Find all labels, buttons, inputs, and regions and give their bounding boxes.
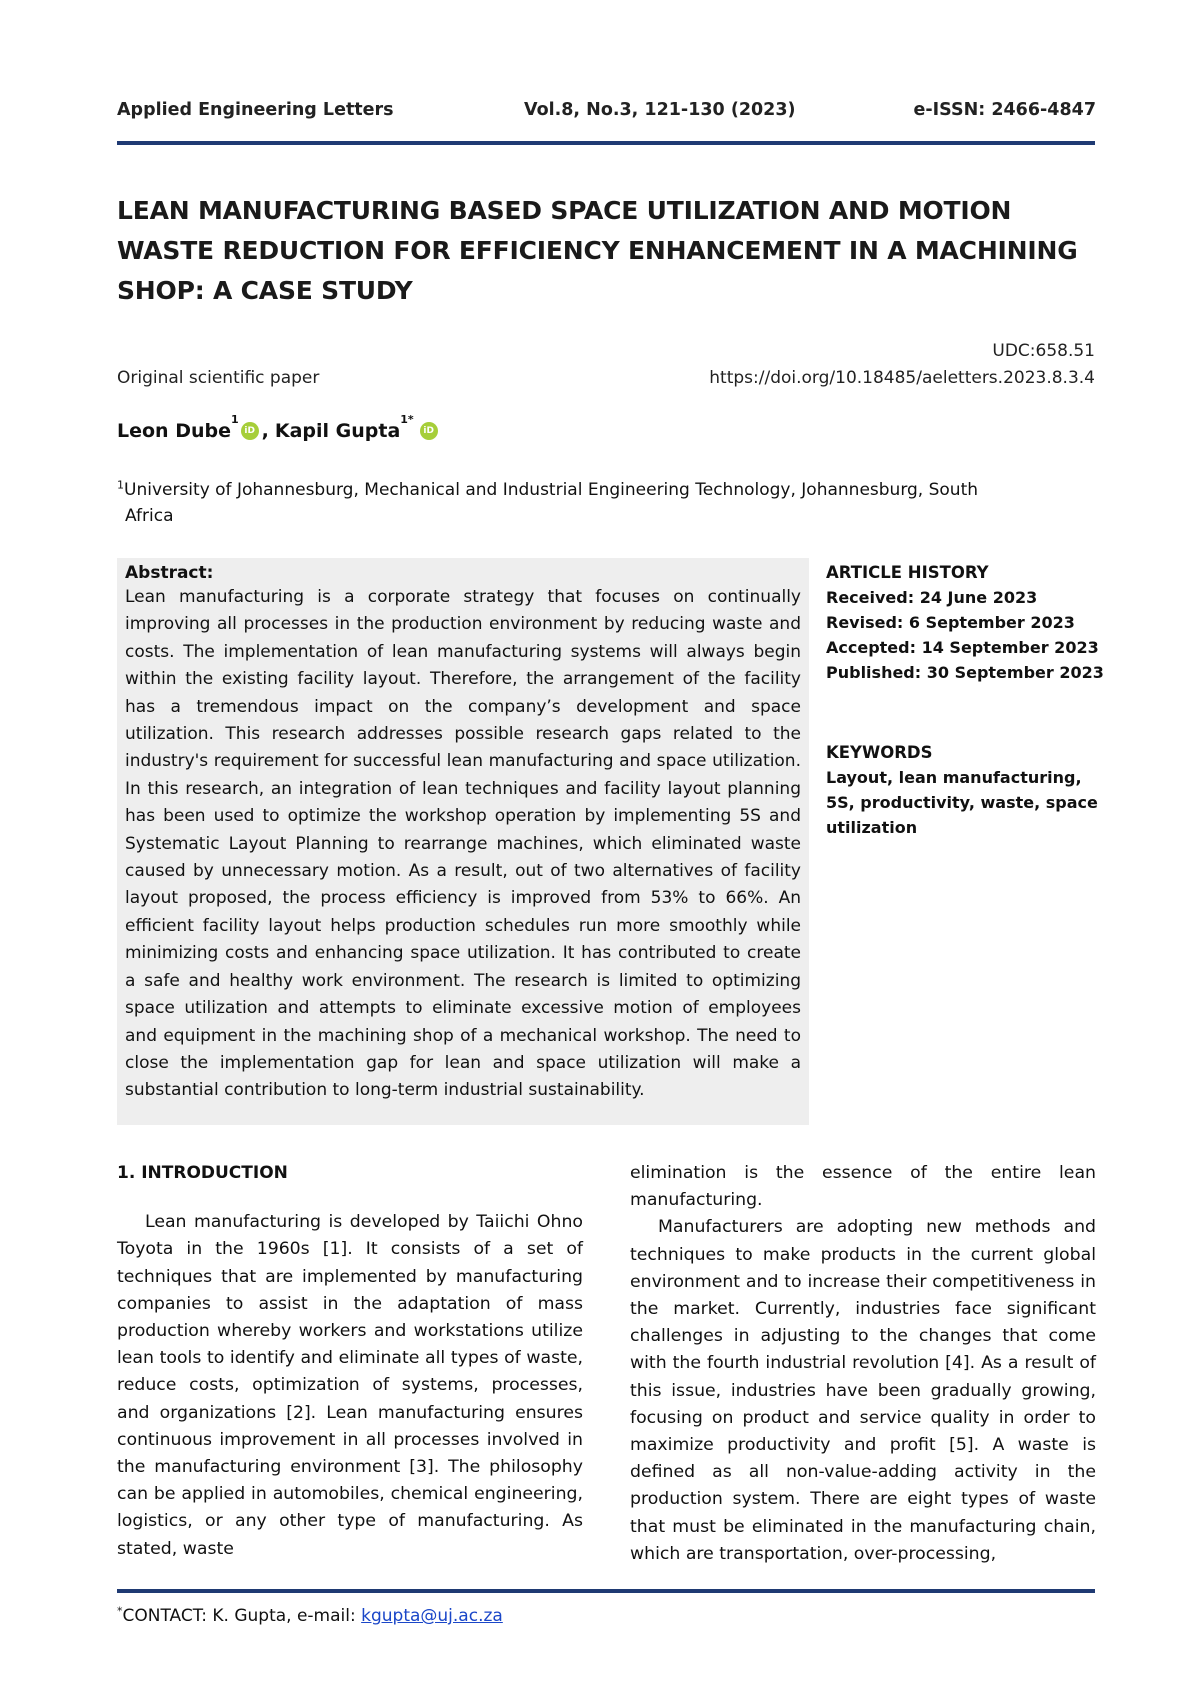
keywords-line: Layout, lean manufacturing, [826, 768, 1082, 787]
paper-title: LEAN MANUFACTURING BASED SPACE UTILIZATION AND MOTION WASTE REDUCTION FOR EFFICIENCY ENHANCEMENT IN A MACHINING SHOP: A CASE STUDY [117, 196, 1078, 305]
keywords-line: 5S, productivity, waste, space [826, 793, 1098, 812]
received-date: Received: 24 June 2023 [826, 588, 1038, 607]
footnote-mark: * [117, 1604, 123, 1618]
author-separator: , [261, 420, 269, 442]
volume-info: Vol.8, No.3, 121-130 (2023) [524, 100, 796, 120]
affiliation-mark: 1 [117, 478, 124, 492]
revised-date: Revised: 6 September 2023 [826, 613, 1075, 632]
paper-type: Original scientific paper [117, 368, 320, 388]
body-column-left [117, 1160, 583, 1563]
contact-footnote [117, 1606, 503, 1626]
author-name: Leon Dube [117, 420, 231, 442]
section-heading: 1. INTRODUCTION [117, 1163, 288, 1183]
keywords-heading: KEYWORDS [826, 743, 933, 762]
published-date: Published: 30 September 2023 [826, 663, 1104, 682]
contact-email-link[interactable]: kgupta@uj.ac.za [361, 1606, 503, 1626]
orcid-icon[interactable]: iD [241, 422, 259, 440]
doi-link[interactable]: https://doi.org/10.18485/aeletters.2023.8.3.4 [709, 368, 1095, 388]
article-history [826, 561, 1104, 685]
keywords-line: utilization [826, 818, 918, 837]
udc: UDC:658.51 [992, 341, 1095, 361]
keywords [826, 741, 1098, 840]
abstract-heading: Abstract: [125, 563, 214, 583]
affiliation [117, 477, 1077, 529]
accepted-date: Accepted: 14 September 2023 [826, 638, 1099, 657]
affiliation-line: University of Johannesburg, Mechanical and Industrial Engineering Technology, Johannesburg, South [124, 480, 979, 500]
abstract-text: Lean manufacturing is a corporate strategy that focuses on continually improving all processes in the production environment by reducing waste and costs. The implementation of lean manufacturing systems will always begin within the existing facility layout. Therefore, the arrangement of the facility has a tremendous impact on the company’s development and space utilization. This research addresses possible research gaps related to the industry's requirement for successful lean manufacturing and space utilization. In this research, an integration of lean techniques and facility layout planning has been used to optimize the workshop operation by implementing 5S and Systematic Layout Planning to rearrange machines, which eliminated waste caused by unnecessary motion. As a result, out of two alternatives of facility layout proposed, the process efficiency is improved from 53% to 66%. An efficient facility layout helps production schedules run more smoothly while minimizing costs and enhancing space utilization. It has contributed to create a safe and healthy work environment. The research is limited to optimizing space utilization and attempts to eliminate excessive motion of employees and equipment in the machining shop of a mechanical workshop. The need to close the implementation gap for lean and space utilization will make a substantial contribution to long-term industrial sustainability. [125, 587, 801, 1101]
footer-rule [117, 1589, 1095, 1593]
author-list: Leon Dube 1 iD , Kapil Gupta 1* iD [117, 420, 441, 442]
paragraph: Lean manufacturing is developed by Taiichi Ohno Toyota in the 1960s [1]. It consists of a set of techniques that are implemented by manufacturing companies to assist in the adaptation of mass production whereby workers and workstations utilize lean tools to identify and eliminate all types of waste, reduce costs, optimization of systems, processes, and organizations [2]. Lean manufacturing ensures continuous improvement in all processes involved in the manufacturing environment [3]. The philosophy can be applied in automobiles, chemical engineering, logistics, or any other type of manufacturing. As stated, waste [117, 1212, 583, 1559]
author-name: Kapil Gupta [274, 420, 401, 442]
issn: e-ISSN: 2466-4847 [913, 100, 1096, 120]
paragraph: elimination is the essence of the entire lean manufacturing. [630, 1163, 1096, 1211]
affiliation-line: Africa [125, 506, 174, 526]
header-rule [117, 141, 1095, 145]
paragraph: Manufacturers are adopting new methods and techniques to make products in the current global environment and to increase their competitiveness in the market. Currently, industries face significant challenges in adjusting to the changes that come with the fourth industrial revolution [4]. As a result of this issue, industries have been gradually growing, focusing on product and service quality in order to maximize productivity and profit [5]. A waste is defined as all non-value-adding activity in the production system. There are eight types of waste that must be eliminated in the manufacturing chain, which are transportation, over-processing, [630, 1217, 1096, 1564]
abstract-box [117, 558, 809, 1125]
contact-label: CONTACT: K. Gupta, e-mail: [122, 1606, 362, 1626]
journal-name: Applied Engineering Letters [117, 100, 394, 120]
body-column-right [630, 1160, 1096, 1568]
article-history-heading: ARTICLE HISTORY [826, 563, 989, 582]
orcid-icon[interactable]: iD [420, 422, 438, 440]
